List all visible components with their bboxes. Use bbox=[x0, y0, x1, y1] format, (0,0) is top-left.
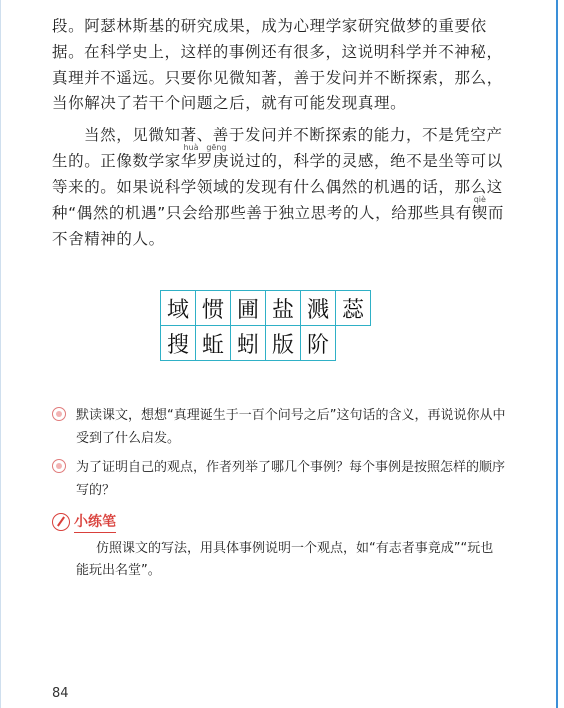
character-cell: 搜 bbox=[161, 326, 196, 361]
character-cell: 惯 bbox=[196, 291, 231, 326]
character-row-2 bbox=[161, 326, 371, 361]
character-cell: 域 bbox=[161, 291, 196, 326]
paragraph-3-end: 而不舍精神的人。 bbox=[52, 204, 504, 248]
pinyin-qie: qiè bbox=[471, 195, 488, 204]
pencil-icon bbox=[52, 513, 70, 531]
empty-cell bbox=[336, 326, 371, 361]
name-text: 华罗庚 bbox=[180, 152, 230, 170]
question-1 bbox=[52, 404, 512, 450]
page-number: 84 bbox=[52, 686, 69, 701]
question-marker-icon bbox=[52, 459, 66, 473]
question-2-text: 为了证明自己的观点，作者列举了哪几个事例？每个事例是按照怎样的顺序写的？ bbox=[76, 460, 506, 498]
practice-heading bbox=[52, 511, 116, 533]
character-cell: 盐 bbox=[266, 291, 301, 326]
qie-with-pinyin bbox=[471, 195, 488, 222]
pinyin-geng: gēng bbox=[206, 143, 230, 152]
pinyin-hua: huà bbox=[180, 143, 199, 152]
character-cell: 蚯 bbox=[196, 326, 231, 361]
practice-text: 仿照课文的写法，用具体事例说明一个观点，如“有志者事竟成”“玩也能玩出名堂”。 bbox=[76, 541, 494, 578]
character-cell: 溅 bbox=[301, 291, 336, 326]
character-cell: 版 bbox=[266, 326, 301, 361]
page-left-edge bbox=[0, 0, 1, 708]
paragraph-3-middle: 说过的，科学的灵感，绝不是坐等可以等来的。如果说科学领域的发现有什么偶然的机遇的话，那么这种“偶然的机遇”只会给那些善于独立思考的人，给那些具有 bbox=[52, 152, 503, 222]
character-cell: 蕊 bbox=[336, 291, 371, 326]
page-right-border bbox=[556, 0, 558, 708]
question-1-text: 默读课文，想想“真理诞生于一百个问号之后”这句话的含义，再说说你从中受到了什么启发。 bbox=[76, 408, 506, 446]
character-cell: 圃 bbox=[231, 291, 266, 326]
paragraph-3-start: 当然，见微知著、善于发问并不断探索的能力，不是凭空产生的。正像数学家 bbox=[52, 126, 503, 170]
question-marker-icon bbox=[52, 407, 66, 421]
paragraph-2 bbox=[52, 40, 506, 117]
qie-char: 锲 bbox=[471, 204, 488, 222]
practice-title: 小练笔 bbox=[74, 511, 116, 533]
character-row-1 bbox=[161, 291, 371, 326]
name-with-pinyin bbox=[180, 143, 230, 170]
paragraph-3 bbox=[52, 122, 506, 252]
character-cell: 蚓 bbox=[231, 326, 266, 361]
question-2 bbox=[52, 456, 512, 502]
paragraph-1-text: 段。阿瑟林斯基的研究成果，成为心理学家研究做梦的重要依据。 bbox=[52, 17, 487, 61]
character-grid bbox=[160, 290, 371, 361]
paragraph-2-text: 在科学史上，这样的事例还有很多，这说明科学并不神秘，真理并不遥远。只要你见微知著，善于发问并不断探索，那么，当你解决了若干个问题之后，就有可能发现真理。 bbox=[52, 43, 503, 112]
character-cell: 阶 bbox=[301, 326, 336, 361]
